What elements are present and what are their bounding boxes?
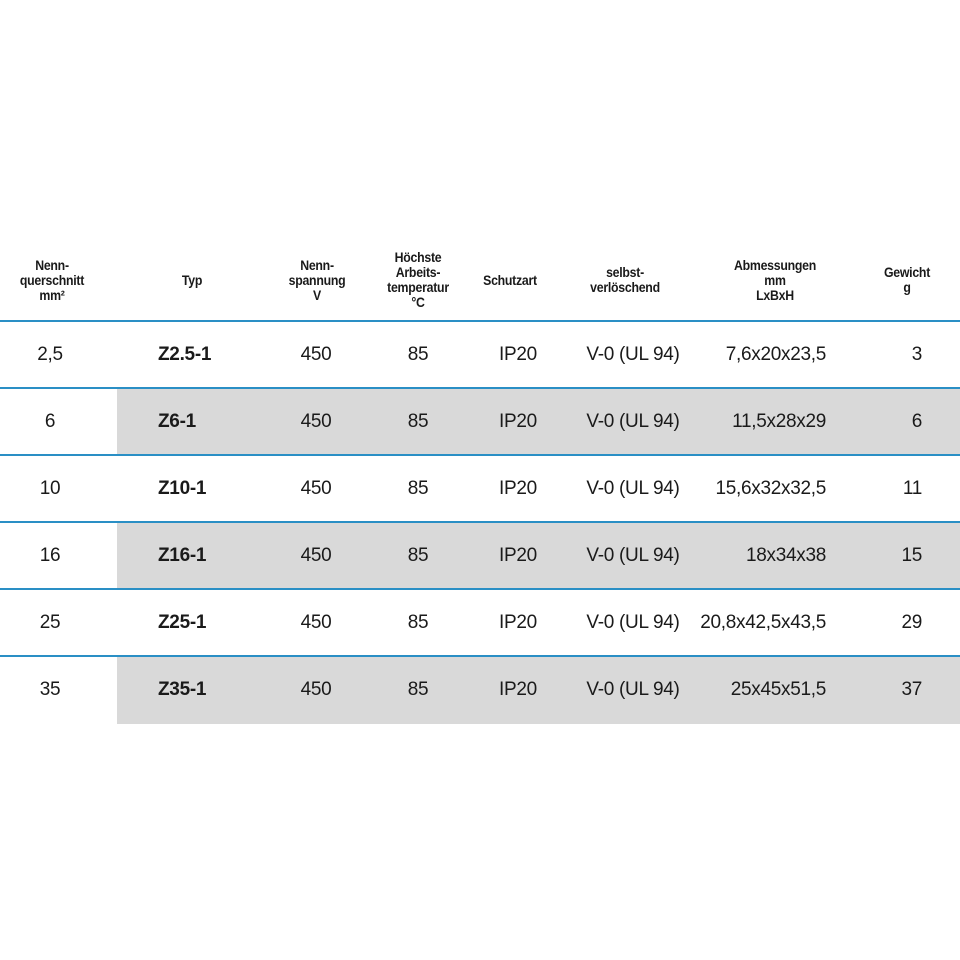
cell-spannung: 450	[300, 477, 332, 499]
cell-gewicht: 37	[901, 678, 922, 700]
cell-selbstverloeschend: V-0 (UL 94)	[586, 678, 680, 700]
header-temperatur	[374, 240, 462, 320]
header-line: Arbeits-	[395, 264, 441, 280]
cell-abmessungen: 11,5x28x29	[732, 410, 826, 432]
cell-gewicht: 11	[902, 477, 922, 499]
cell-selbstverloeschend: V-0 (UL 94)	[586, 611, 680, 633]
cell-gewicht: 6	[911, 410, 922, 432]
table-row	[0, 657, 960, 724]
header-line: Nenn-	[300, 256, 334, 273]
header-line: querschnitt	[19, 271, 85, 288]
table-body	[0, 322, 960, 724]
table-row	[0, 590, 960, 657]
cell-abmessungen: 20,8x42,5x43,5	[700, 611, 826, 633]
cell-schutzart: IP20	[499, 410, 537, 432]
cell-selbstverloeschend: V-0 (UL 94)	[586, 477, 680, 499]
cell-abmessungen: 15,6x32x32,5	[715, 477, 826, 499]
cell-temperatur: 85	[407, 544, 429, 566]
header-line: Abmessungen	[733, 256, 816, 273]
header-spannung	[277, 240, 356, 320]
cell-typ: Z16-1	[158, 544, 207, 566]
header-line: Gewicht	[883, 264, 931, 280]
cell-schutzart: IP20	[499, 678, 537, 700]
header-line: Nenn-	[35, 256, 69, 273]
header-abmessungen	[718, 240, 832, 320]
cell-temperatur: 85	[407, 410, 429, 432]
header-line: selbst-	[606, 264, 644, 280]
header-querschnitt	[8, 240, 96, 320]
cell-querschnitt: 16	[39, 544, 61, 566]
table-row	[0, 389, 960, 456]
header-line: °C	[411, 294, 425, 310]
header-line: mm	[764, 271, 786, 288]
cell-typ: Z10-1	[158, 477, 207, 499]
header-line: LxBxH	[756, 286, 794, 303]
cell-schutzart: IP20	[499, 611, 537, 633]
header-line: Höchste	[394, 249, 442, 265]
cell-spannung: 450	[300, 678, 332, 700]
cell-selbstverloeschend: V-0 (UL 94)	[586, 410, 680, 432]
header-selbstverloeschend	[577, 240, 674, 320]
header-typ	[157, 240, 227, 320]
header-line: spannung	[288, 271, 346, 288]
header-line: g	[903, 279, 911, 295]
cell-typ: Z6-1	[158, 410, 196, 432]
table-row	[0, 456, 960, 523]
cell-querschnitt: 6	[44, 410, 56, 432]
cell-spannung: 450	[300, 410, 332, 432]
cell-querschnitt: 2,5	[37, 343, 63, 365]
cell-selbstverloeschend: V-0 (UL 94)	[586, 343, 680, 365]
header-line: temperatur	[387, 279, 449, 295]
cell-schutzart: IP20	[499, 544, 537, 566]
cell-spannung: 450	[300, 544, 332, 566]
cell-querschnitt: 25	[39, 611, 61, 633]
header-line: Typ	[181, 271, 203, 288]
cell-typ: Z2.5-1	[158, 343, 212, 365]
cell-abmessungen: 25x45x51,5	[730, 678, 826, 700]
header-schutzart	[475, 240, 545, 320]
table-row	[0, 523, 960, 590]
cell-selbstverloeschend: V-0 (UL 94)	[586, 544, 680, 566]
header-line: V	[313, 286, 321, 303]
table-row	[0, 322, 960, 389]
header-line: mm²	[39, 286, 65, 303]
cell-schutzart: IP20	[499, 343, 537, 365]
cell-gewicht: 29	[901, 611, 922, 633]
cell-abmessungen: 18x34x38	[745, 544, 826, 566]
cell-gewicht: 15	[901, 544, 922, 566]
cell-querschnitt: 10	[39, 477, 61, 499]
cell-temperatur: 85	[407, 477, 429, 499]
cell-typ: Z35-1	[158, 678, 207, 700]
cell-typ: Z25-1	[158, 611, 207, 633]
cell-spannung: 450	[300, 343, 332, 365]
table-header	[0, 240, 960, 322]
cell-gewicht: 3	[911, 343, 922, 365]
cell-temperatur: 85	[407, 611, 429, 633]
cell-querschnitt: 35	[39, 678, 61, 700]
header-gewicht	[867, 240, 946, 320]
cell-temperatur: 85	[407, 678, 429, 700]
cell-abmessungen: 7,6x20x23,5	[725, 343, 826, 365]
header-line: Schutzart	[483, 271, 537, 288]
cell-spannung: 450	[300, 611, 332, 633]
cell-schutzart: IP20	[499, 477, 537, 499]
spec-table	[0, 240, 960, 724]
cell-temperatur: 85	[407, 343, 429, 365]
header-line: verlöschend	[590, 279, 660, 295]
